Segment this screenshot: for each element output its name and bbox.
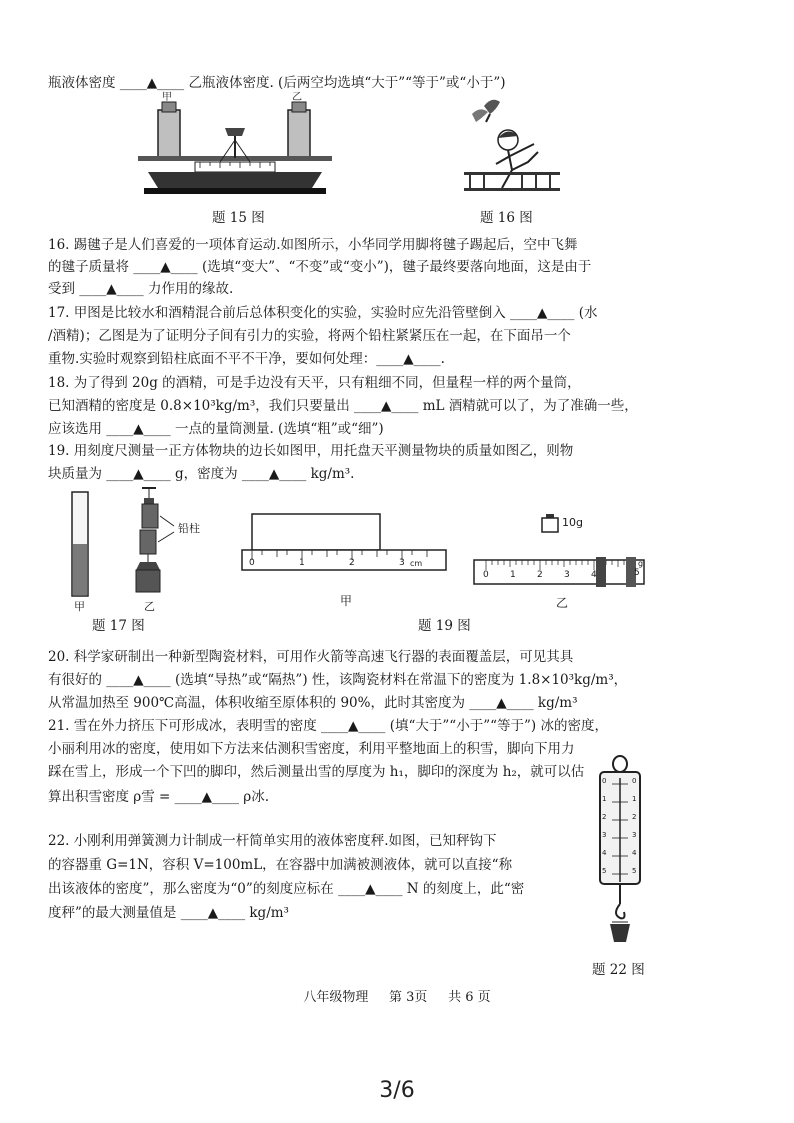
q21-line-3: 踩在雪上，形成一个下凹的脚印，然后测量出雪的厚度为 h₁，脚印的深度为 h₂，就可以估 — [48, 764, 585, 780]
scale-left-4: 4 — [602, 849, 607, 857]
page-indicator: 3/6 — [379, 1078, 415, 1103]
figure-17 — [62, 486, 222, 614]
scale-left-2: 2 — [602, 813, 607, 821]
beam-tick-2: 2 — [537, 570, 543, 580]
q17-line-3: 重物.实验时观察到铅柱底面不平不干净，要如何处理：____▲____. — [48, 351, 445, 367]
q17-line-1: 17. 甲图是比较水和酒精混合前后总体积变化的实验，实验时应先沿管壁倒入 ____▲____ (水 — [48, 305, 598, 321]
q16-line-3: 受到 ____▲____ 力作用的缘故. — [48, 281, 234, 297]
scale-left-5: 5 — [602, 867, 607, 875]
beam-tick-4: 4 — [591, 570, 597, 580]
figure-16-caption: 题 16 图 — [480, 210, 533, 226]
weight-10g-label: 10g — [562, 516, 583, 529]
beam-tick-0: 0 — [483, 570, 489, 580]
q18-line-3: 应该选用 ____▲____ 一点的量筒测量. (选填“粗”或“细”) — [48, 421, 384, 437]
beam-tick-1: 1 — [510, 570, 516, 580]
q16-line-2: 的毽子质量将 ____▲____ (选填“变大”、“不变”或“变小”)，毽子最终要落向地面，这是由于 — [48, 259, 592, 275]
q18-line-1: 18. 为了得到 20g 的酒精，可是手边没有天平，只有粗细不同，但量程一样的两个量筒， — [48, 375, 581, 391]
ruler-tick-1: 1 — [299, 558, 305, 568]
scale-right-2: 2 — [632, 813, 637, 821]
scale-right-1: 1 — [632, 795, 637, 803]
figure-22-caption: 题 22 图 — [592, 962, 645, 978]
figure-19-yi-label: 乙 — [556, 596, 569, 610]
figure-19-caption: 题 19 图 — [418, 618, 471, 634]
scale-right-0: 0 — [632, 777, 637, 785]
figure-15-caption: 题 15 图 — [212, 210, 265, 226]
q22-line-1: 22. 小刚利用弹簧测力计制成一杆简单实用的液体密度秤.如图，已知秤钩下 — [48, 833, 497, 849]
page-footer: 八年级物理 第 3页 共 6 页 — [303, 990, 491, 1005]
figure-19-beam — [470, 510, 650, 590]
q22-line-4: 度秤”的最大测量值是 ____▲____ kg/m³ — [48, 905, 289, 921]
figure-17-jia-label: 甲 — [74, 600, 85, 613]
q22-line-3: 出该液体的密度”，那么密度为“0”的刻度应标在 ____▲____ N 的刻度上，此“密 — [48, 881, 525, 897]
scale-left-0: 0 — [602, 777, 607, 785]
lead-cylinder-label: 铅柱 — [178, 522, 200, 535]
q17-line-2: /酒精)；乙图是为了证明分子间有引力的实验，将两个铅柱紧紧压在一起，在下面吊一个 — [48, 328, 571, 344]
scale-right-5: 5 — [632, 867, 637, 875]
q21-line-1: 21. 雪在外力挤压下可形成冰，表明雪的密度 ____▲____ (填“大于”“小于”“等于”) 冰的密度， — [48, 718, 608, 734]
q20-line-1: 20. 科学家研制出一种新型陶瓷材料，可用作火箭等高速飞行器的表面覆盖层，可见其具 — [48, 649, 574, 665]
scale-left-1: 1 — [602, 795, 607, 803]
ruler-tick-0: 0 — [249, 558, 255, 568]
scale-right-3: 3 — [632, 831, 637, 839]
q15-tail-text: 瓶液体密度 ____▲____ 乙瓶液体密度. (后两空均选填“大于”“等于”或“小于”) — [48, 75, 506, 91]
ruler-unit: cm — [410, 559, 423, 568]
figure-16-shuttlecock — [462, 92, 562, 196]
q18-line-2: 已知酒精的密度是 0.8×10³kg/m³，我们只要量出 ____▲____ mL 酒精就可以了，为了准确一些， — [48, 398, 638, 414]
q19-line-1: 19. 用刻度尺测量一正方体物块的边长如图甲，用托盘天平测量物块的质量如图乙，则物 — [48, 443, 574, 459]
beam-tick-3: 3 — [564, 570, 570, 580]
q20-line-2: 有很好的 ____▲____ (选填“导热”或“隔热”) 性，该陶瓷材料在常温下的密度为 1.8×10³kg/m³， — [48, 672, 628, 688]
figure-15-balance — [130, 92, 340, 202]
q22-line-2: 的容器重 G=1N，容积 V=100mL，在容器中加满被测液体，就可以直接“称 — [48, 857, 513, 873]
scale-left-3: 3 — [602, 831, 607, 839]
figure-22-spring-scale — [590, 754, 650, 954]
q16-line-1: 16. 踢毽子是人们喜爱的一项体育运动.如图所示，小华同学用脚将毽子踢起后，空中飞舞 — [48, 237, 578, 253]
figure-19-jia-label: 甲 — [340, 594, 353, 608]
q21-line-2: 小丽利用冰的密度，使用如下方法来估测积雪密度，利用平整地面上的积雪，脚向下用力 — [48, 741, 575, 757]
bottle-yi-label: 乙 — [292, 92, 302, 103]
bottle-jia-label: 甲 — [162, 92, 172, 103]
figure-17-caption: 题 17 图 — [92, 618, 145, 634]
ruler-tick-2: 2 — [349, 558, 355, 568]
scale-right-4: 4 — [632, 849, 637, 857]
q21-line-4: 算出积雪密度 ρ雪 = ____▲____ ρ冰. — [48, 789, 270, 805]
figure-19-ruler — [238, 512, 448, 590]
figure-17-yi-label: 乙 — [144, 600, 155, 613]
beam-unit: g — [638, 559, 644, 568]
q19-line-2: 块质量为 ____▲____ g，密度为 ____▲____ kg/m³. — [48, 466, 355, 482]
q20-line-3: 从常温加热至 900℃高温，体积收缩至原体积的 90%，此时其密度为 ____▲____ kg/m³ — [48, 695, 578, 711]
ruler-tick-3: 3 — [399, 558, 405, 568]
beam-tick-5: 5 — [634, 568, 640, 578]
